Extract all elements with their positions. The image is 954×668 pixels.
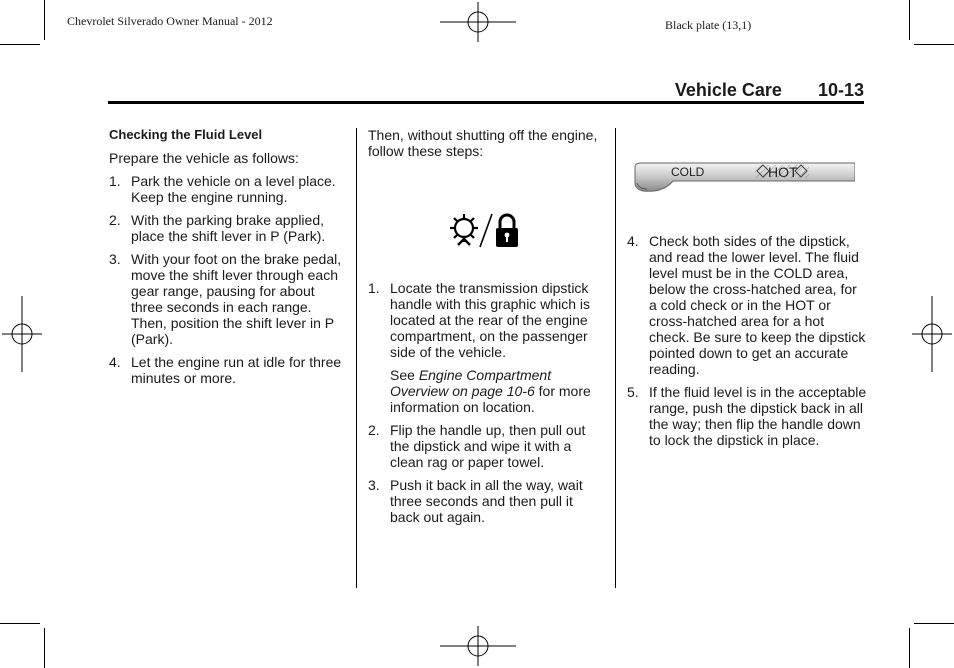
column-2 — [368, 127, 604, 532]
list-item: 4. Check both sides of the dipstick, and read the lower level. The fluid level must be in the COLD area, below the cross-hatched area, for a cold check or in the HOT or cross-hatched area for a hot check. Be sure to keep the dipstick pointed down to get an accurate reading. — [627, 233, 866, 377]
reference-link[interactable]: Engine Compartment Overview on page 10-6 — [390, 367, 552, 399]
list-item: 5. If the fluid level is in the acceptable range, push the dipstick back in all the way; then flip the handle down to lock the dipstick in place. — [627, 384, 867, 448]
list-item: 3. Push it back in all the way, wait three seconds and then pull it back out again. — [368, 477, 583, 525]
gear-lock-symbol-icon — [368, 166, 604, 280]
section-heading: Checking the Fluid Level — [109, 127, 263, 142]
column-divider-1 — [356, 128, 357, 588]
list-item: 2. Flip the handle up, then pull out the dipstick and wipe it with a clean rag or paper towel. — [368, 422, 586, 470]
cross-reference: See Engine Compartment Overview on page 10-6 for more information on location. — [390, 367, 591, 415]
registration-mark-top — [440, 2, 516, 42]
page-number: 10-13 — [817, 80, 864, 100]
registration-mark-right — [912, 296, 952, 372]
list-item: 4. Let the engine run at idle for three minutes or more. — [109, 354, 342, 386]
dipstick-illustration — [627, 127, 867, 233]
column-divider-2 — [615, 128, 616, 588]
list-item: 3. With your foot on the brake pedal, move the shift lever through each gear range, pausing for about three seconds in each range. Then, position the shift lever in P (Park). — [109, 251, 342, 347]
prep-steps — [109, 173, 347, 386]
plate-label: Black plate (13,1) — [665, 18, 752, 32]
list-item: 2. With the parking brake applied, place the shift lever in P (Park). — [109, 212, 326, 244]
cold-label: COLD — [671, 165, 705, 179]
registration-mark-bottom — [440, 626, 516, 666]
intro-text: Then, without shutting off the engine, follow these steps: — [368, 127, 598, 159]
reading-steps — [627, 233, 867, 448]
hot-label: HOT — [768, 164, 798, 180]
column-1 — [109, 127, 347, 393]
list-item: 1. Locate the transmission dipstick handle with this graphic which is located at the rear of the engine compartment, on the passenger side of the vehicle. See Engine Compartment Overview on page 10-6 for more information on location. — [368, 280, 604, 415]
column-3 — [627, 127, 867, 455]
section-title: Vehicle Care — [674, 80, 782, 100]
registration-mark-left — [2, 296, 42, 372]
dipstick-steps — [368, 280, 604, 525]
header-rule — [108, 101, 864, 104]
intro-text: Prepare the vehicle as follows: — [109, 150, 299, 166]
list-item: 1. Park the vehicle on a level place. Keep the engine running. — [109, 173, 336, 205]
section-header — [675, 80, 864, 101]
manual-title: Chevrolet Silverado Owner Manual - 2012 — [67, 14, 273, 28]
